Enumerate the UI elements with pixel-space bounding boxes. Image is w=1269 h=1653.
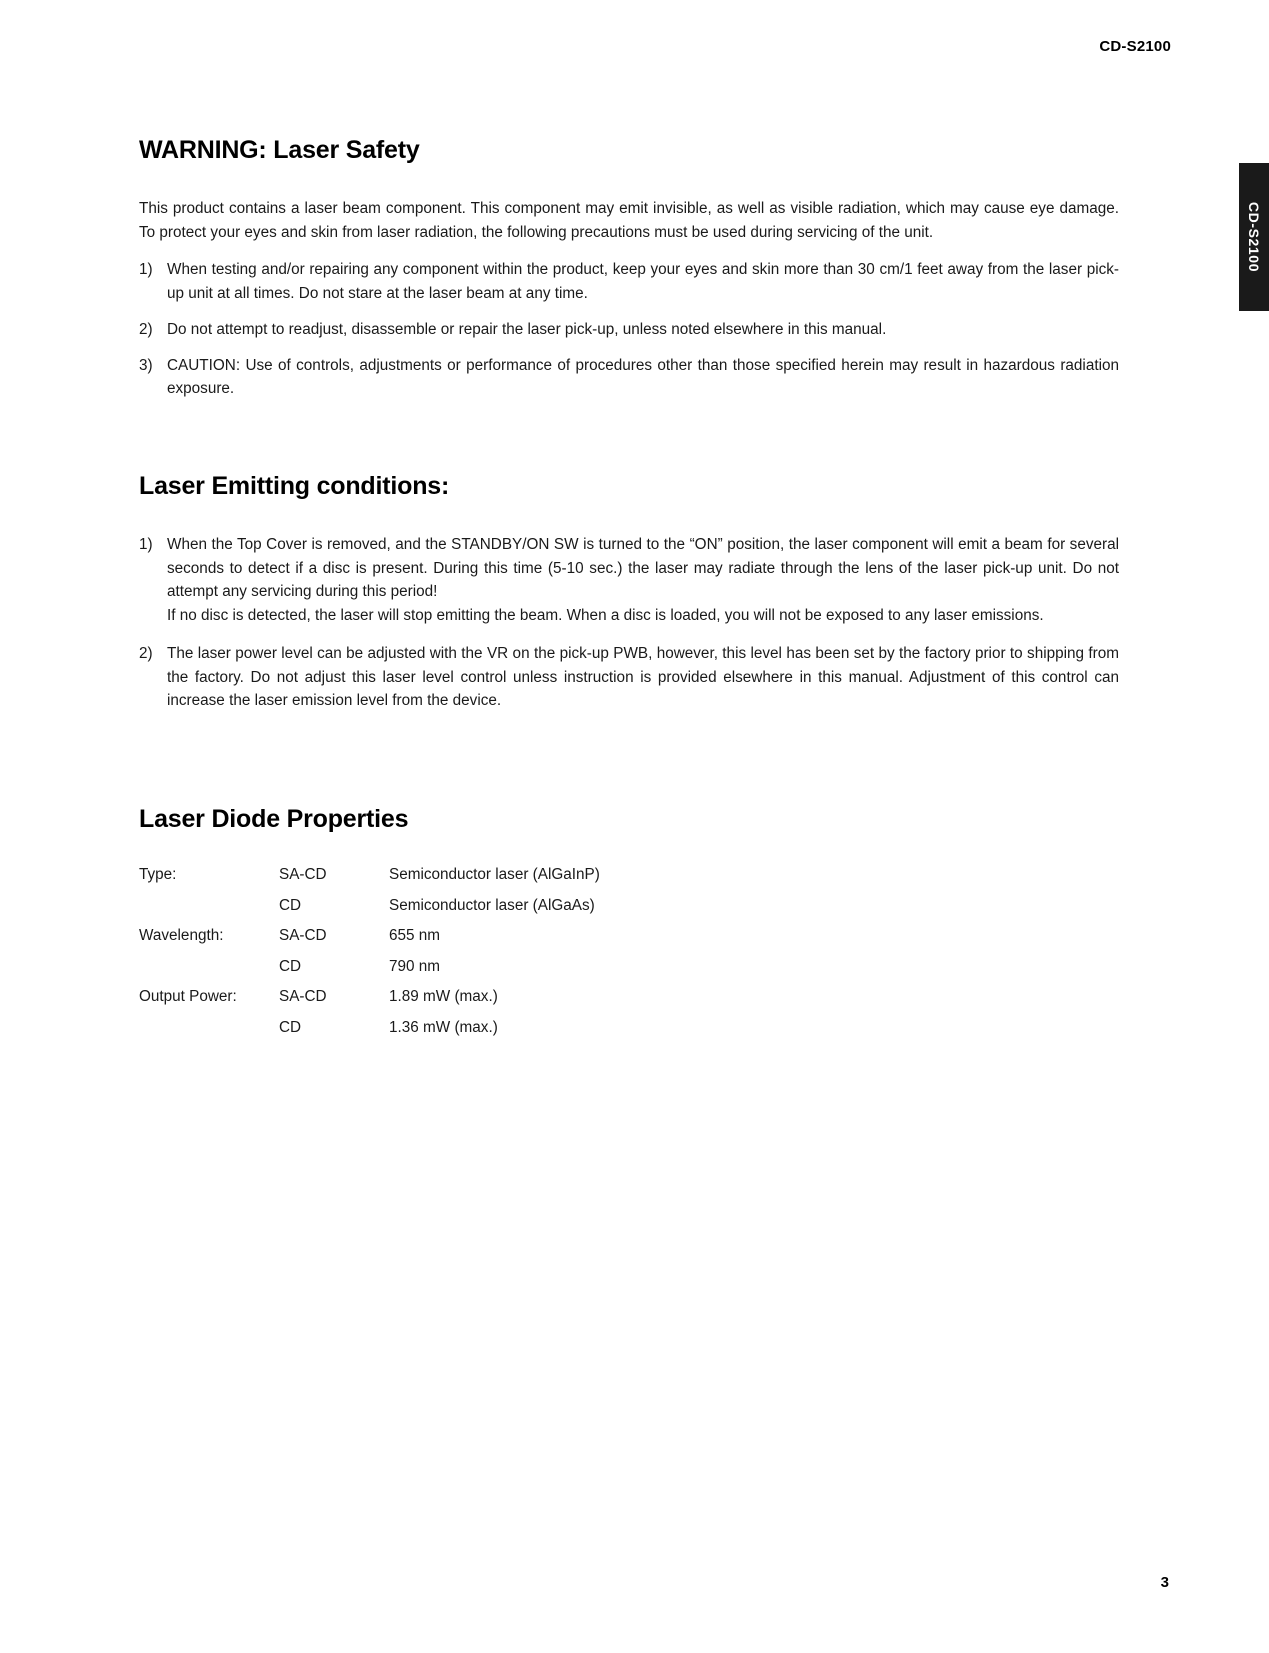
table-row xyxy=(139,921,809,952)
page-number: 3 xyxy=(1160,1574,1169,1591)
section-laser-emitting-conditions xyxy=(139,472,1119,713)
property-label xyxy=(139,952,279,983)
section-laser-diode-properties xyxy=(139,805,1119,1044)
list-item-number: 1) xyxy=(139,261,153,279)
table-row xyxy=(139,891,809,922)
property-label: Type: xyxy=(139,866,177,883)
list-item xyxy=(139,533,1119,628)
list-item-text: When testing and/or repairing any component within the product, keep your eyes and skin more than 30 cm/1 feet away from the laser pick-up unit at all times. Do not stare at the laser beam at any time. xyxy=(167,261,1119,303)
section-warning-laser-safety xyxy=(139,136,1119,401)
side-tab-label: CD-S2100 xyxy=(1246,201,1262,273)
table-row xyxy=(139,1013,809,1044)
property-value: 655 nm xyxy=(389,927,441,945)
property-disc-type: CD xyxy=(279,1018,302,1036)
property-value: 1.89 mW (max.) xyxy=(389,988,498,1006)
list-item-number: 3) xyxy=(139,356,153,374)
header-model-label: CD-S2100 xyxy=(1099,38,1171,55)
side-tab-marker xyxy=(1239,163,1269,311)
list-item-text: When the Top Cover is removed, and the STANDBY/ON SW is turned to the “ON” position, the laser component will emit a beam for several seconds to detect if a disc is present. During this time (5-10 sec.) the laser may radiate through the lens of the laser pick-up unit. Do not attempt any servicing during this period! xyxy=(167,536,1119,601)
list-item-number: 1) xyxy=(139,536,153,553)
section-title-warning: WARNING: Laser Safety xyxy=(139,136,420,164)
emitting-numbered-list xyxy=(139,533,1119,713)
property-value: 1.36 mW (max.) xyxy=(389,1018,498,1036)
list-item-number: 2) xyxy=(139,644,153,662)
property-label: Output Power: xyxy=(139,988,237,1006)
table-row xyxy=(139,860,809,891)
property-disc-type: SA-CD xyxy=(279,988,327,1006)
list-item-number: 2) xyxy=(139,320,153,338)
property-disc-type: CD xyxy=(279,957,302,975)
section-title-diode: Laser Diode Properties xyxy=(139,805,409,833)
list-item xyxy=(139,318,1119,342)
property-disc-type: SA-CD xyxy=(279,866,327,883)
property-label: Wavelength: xyxy=(139,927,224,945)
property-value: Semiconductor laser (AlGaInP) xyxy=(389,866,600,883)
property-label xyxy=(139,891,279,922)
warning-intro-paragraph: This product contains a laser beam component. This component may emit invisible, as well as visible radiation, which may cause eye damage. To protect your eyes and skin from laser radiation, the following precautions must be used during servicing of the unit. xyxy=(139,200,1119,241)
list-item-subtext: If no disc is detected, the laser will stop emitting the beam. When a disc is loaded, you will not be exposed to any laser emissions. xyxy=(167,607,1044,625)
property-value: Semiconductor laser (AlGaAs) xyxy=(389,896,595,914)
property-disc-type: SA-CD xyxy=(279,927,327,945)
laser-diode-properties-table xyxy=(139,860,809,1044)
property-label xyxy=(139,1013,279,1044)
table-row xyxy=(139,982,809,1013)
table-row xyxy=(139,952,809,983)
list-item xyxy=(139,354,1119,401)
list-item-text: CAUTION: Use of controls, adjustments or performance of procedures other than those specified herein may result in hazardous radiation exposure. xyxy=(167,356,1119,398)
list-item xyxy=(139,642,1119,713)
list-item-text: The laser power level can be adjusted with the VR on the pick-up PWB, however, this level has been set by the factory prior to shipping from the factory. Do not adjust this laser level control unless instruction is provided elsewhere in this manual. Adjustment of this control can increase the laser emission level from the device. xyxy=(167,644,1119,710)
property-value: 790 nm xyxy=(389,957,441,975)
list-item-text: Do not attempt to readjust, disassemble or repair the laser pick-up, unless noted elsewhere in this manual. xyxy=(167,320,887,338)
warning-numbered-list xyxy=(139,258,1119,401)
property-disc-type: CD xyxy=(279,896,302,914)
list-item xyxy=(139,258,1119,305)
section-title-emitting: Laser Emitting conditions: xyxy=(139,472,450,500)
